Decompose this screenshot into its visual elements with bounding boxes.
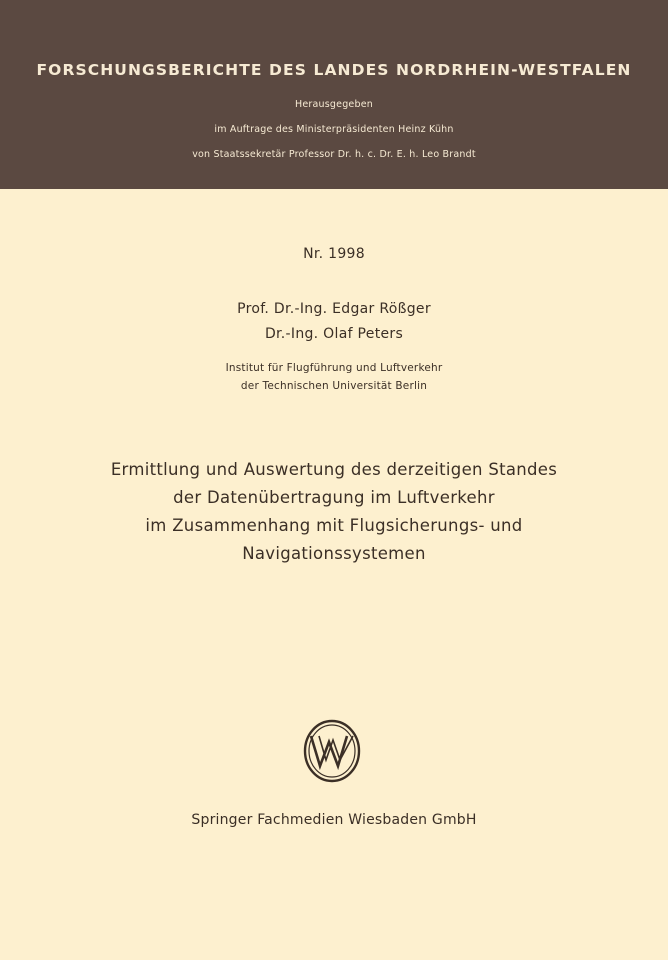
publisher-name: Springer Fachmedien Wiesbaden GmbH — [191, 812, 477, 828]
editor-line-staatssekretaer: von Staatssekretär Professor Dr. h. c. Dr. E. h. Leo Brandt — [192, 149, 476, 160]
editor-line-auftrag: im Auftrage des Ministerpräsidenten Heinz Kühn — [214, 124, 454, 135]
title-line-3: im Zusammenhang mit Flugsicherungs- und — [145, 516, 523, 535]
institute-line-1: Institut für Flugführung und Luftverkehr — [225, 362, 443, 374]
header-band — [0, 0, 668, 189]
institute-line-2: der Technischen Universität Berlin — [240, 380, 428, 392]
editor-line-herausgegeben: Herausgegeben — [295, 99, 373, 110]
series-title: FORSCHUNGSBERICHTE DES LANDES NORDRHEIN-WESTFALEN — [36, 61, 632, 79]
report-number: Nr. 1998 — [303, 246, 365, 262]
title-line-1: Ermittlung und Auswertung des derzeitigen Standes — [110, 460, 558, 479]
author-1: Prof. Dr.-Ing. Edgar Rößger — [237, 301, 431, 317]
publisher-logo-icon — [302, 718, 362, 784]
author-2: Dr.-Ing. Olaf Peters — [264, 326, 404, 342]
title-line-2: der Datenübertragung im Luftverkehr — [173, 488, 495, 507]
title-line-4: Navigationssystemen — [242, 544, 426, 563]
